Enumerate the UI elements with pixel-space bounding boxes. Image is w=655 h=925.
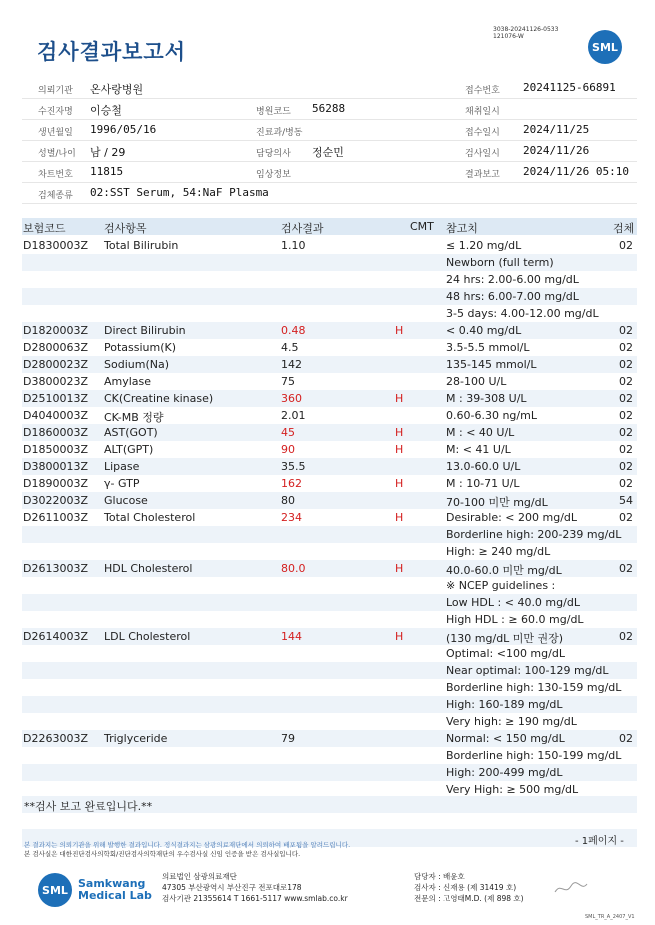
test-code: D2611003Z [23, 511, 88, 524]
test-code: D3800013Z [23, 460, 88, 473]
test-result: 35.5 [281, 460, 306, 473]
reference-range: High: ≥ 240 mg/dL [446, 545, 551, 558]
reference-range: M: < 41 U/L [446, 443, 511, 456]
reference-range: M : 10-71 U/L [446, 477, 520, 490]
table-row [22, 390, 637, 407]
table-row [22, 458, 637, 475]
test-name: AST(GOT) [104, 426, 158, 439]
reference-range: 13.0-60.0 U/L [446, 460, 521, 473]
table-row [22, 662, 637, 679]
table-row [22, 543, 637, 560]
table-row [22, 696, 637, 713]
test-code: D3800023Z [23, 375, 88, 388]
table-row [22, 747, 637, 764]
reference-range: High: 160-189 mg/dL [446, 698, 563, 711]
test-code: D2800063Z [23, 341, 88, 354]
receipt-number: 20241125-66891 [523, 81, 616, 94]
reference-range: Borderline high: 200-239 mg/dL [446, 528, 622, 541]
table-row [22, 475, 637, 492]
test-name: CK(Creatine kinase) [104, 392, 214, 405]
doctor-name: 정순민 [312, 146, 344, 159]
document-id: 3038-20241126-0533 121076-W [493, 26, 559, 40]
test-name: Potassium(K) [104, 341, 177, 354]
footer-note-2: 본 검사실은 대한진단검사의학회/진단검사의학재단의 우수검사실 신임 인증을 받은 검사실입니다. [24, 850, 301, 858]
table-row [22, 424, 637, 441]
table-row [22, 288, 637, 305]
test-name: LDL Cholesterol [104, 630, 191, 643]
signature [553, 878, 589, 898]
birth-date: 1996/05/16 [90, 123, 157, 136]
test-code: D4040003Z [23, 409, 88, 422]
info-row: 수진자명 이승철 병원코드 56288 채취일시 [22, 99, 637, 120]
chart-number: 11815 [90, 165, 124, 178]
hospital-code: 56288 [312, 102, 346, 115]
table-row [22, 237, 637, 254]
reference-range: Very High: ≥ 500 mg/dL [446, 783, 579, 796]
footer-note-1: 본 결과지는 의뢰기관을 위해 발행한 결과입니다. 정식결과지는 삼광의료재단에서 의뢰하여 배포됨을 알려드립니다. [24, 841, 351, 849]
table-row [22, 560, 637, 577]
brand-name: Samkwang Medical Lab [78, 877, 152, 902]
reference-range: M : 39-308 U/L [446, 392, 527, 405]
specimen-code: 02 [619, 239, 633, 252]
table-row [22, 730, 637, 747]
specimen-code: 02 [619, 375, 633, 388]
test-name: Direct Bilirubin [104, 324, 186, 337]
info-row: 의뢰기관 온사랑병원 접수번호 20241125-66891 [22, 78, 637, 99]
table-row [22, 713, 637, 730]
reference-range: Low HDL : < 40.0 mg/dL [446, 596, 580, 609]
reference-range: 135-145 mmol/L [446, 358, 537, 371]
specimen-code: 54 [619, 494, 633, 507]
test-name: Triglyceride [104, 732, 168, 745]
table-row [22, 407, 637, 424]
test-code: D1890003Z [23, 477, 88, 490]
table-row [22, 254, 637, 271]
reference-range: 24 hrs: 2.00-6.00 mg/dL [446, 273, 579, 286]
test-name: ALT(GPT) [104, 443, 154, 456]
table-row [22, 305, 637, 322]
reference-range: High: 200-499 mg/dL [446, 766, 563, 779]
table-row [22, 322, 637, 339]
reference-range: Normal: < 150 mg/dL [446, 732, 565, 745]
test-name: Sodium(Na) [104, 358, 169, 371]
specimen-code: 02 [619, 460, 633, 473]
reference-range: Optimal: <100 mg/dL [446, 647, 565, 660]
results-table-header: 보험코드 검사항목 검사결과 CMT 참고치 검체 [22, 218, 637, 235]
reference-range: 70-100 미만 mg/dL [446, 496, 548, 509]
specimen-code: 02 [619, 409, 633, 422]
test-date: 2024/11/26 [523, 144, 590, 157]
table-row [22, 577, 637, 594]
specimen-code: 02 [619, 732, 633, 745]
page-title: 검사결과보고서 [37, 40, 187, 64]
test-name: Lipase [104, 460, 140, 473]
reference-range: Very high: ≥ 190 mg/dL [446, 715, 577, 728]
result-flag: H [395, 511, 404, 524]
test-code: D1850003Z [23, 443, 88, 456]
result-flag: H [395, 443, 404, 456]
reference-range: ≤ 1.20 mg/dL [446, 239, 522, 252]
table-row [22, 645, 637, 662]
table-row [22, 594, 637, 611]
result-flag: H [395, 562, 404, 575]
test-code: D2510013Z [23, 392, 88, 405]
table-row [22, 271, 637, 288]
report-complete-note: **검사 보고 완료입니다.** [22, 796, 637, 813]
test-result: 79 [281, 732, 295, 745]
table-row [22, 492, 637, 509]
test-result: 144 [281, 630, 302, 643]
test-name: Total Bilirubin [104, 239, 179, 252]
reference-range: M : < 40 U/L [446, 426, 515, 439]
table-row [22, 356, 637, 373]
reference-range: Newborn (full term) [446, 256, 554, 269]
page-number: - 1페이지 - [575, 836, 624, 847]
reference-range: Near optimal: 100-129 mg/dL [446, 664, 609, 677]
test-result: 45 [281, 426, 295, 439]
test-result: 360 [281, 392, 302, 405]
specimen-code: 02 [619, 562, 633, 575]
test-result: 75 [281, 375, 295, 388]
table-row [22, 509, 637, 526]
reference-range: 28-100 U/L [446, 375, 507, 388]
staff-info: 담당자 : 배윤호 검사자 : 신재용 (제 31419 호) 전문의 : 고영태M.D. (제 898 호) [414, 872, 524, 903]
result-flag: H [395, 392, 404, 405]
table-row [22, 611, 637, 628]
test-result: 234 [281, 511, 302, 524]
result-flag: H [395, 426, 404, 439]
test-result: 2.01 [281, 409, 306, 422]
org-info: 의료법인 삼광의료재단 47305 부산광역시 부산진구 전포대로178 검사기관 21355614 T 1661-5117 www.smlab.co.kr [162, 872, 348, 903]
test-code: D1830003Z [23, 239, 88, 252]
reference-range: Borderline high: 130-159 mg/dL [446, 681, 622, 694]
receipt-date: 2024/11/25 [523, 123, 590, 136]
info-row: 검체종류 02:SST Serum, 54:NaF Plasma [22, 183, 637, 204]
patient-name: 이승철 [90, 104, 122, 117]
table-row [22, 679, 637, 696]
specimen-code: 02 [619, 511, 633, 524]
test-code: D1820003Z [23, 324, 88, 337]
test-result: 80.0 [281, 562, 306, 575]
result-flag: H [395, 324, 404, 337]
test-name: CK-MB 정량 [104, 411, 164, 424]
reference-range: (130 mg/dL 미만 권장) [446, 632, 564, 645]
specimen-code: 02 [619, 630, 633, 643]
test-code: D2800023Z [23, 358, 88, 371]
test-code: D3022003Z [23, 494, 88, 507]
test-result: 1.10 [281, 239, 306, 252]
test-name: Amylase [104, 375, 152, 388]
reference-range: High HDL : ≥ 60.0 mg/dL [446, 613, 584, 626]
test-code: D2263003Z [23, 732, 88, 745]
info-row: 성별/나이 남 / 29 담당의사 정순민 검사일시 2024/11/26 [22, 141, 637, 162]
specimen-code: 02 [619, 443, 633, 456]
table-row [22, 628, 637, 645]
test-result: 162 [281, 477, 302, 490]
reference-range: 0.60-6.30 ng/mL [446, 409, 537, 422]
sml-logo: SML [588, 30, 622, 64]
info-row: 차트번호 11815 임상정보 결과보고 2024/11/26 05:10 [22, 162, 637, 183]
test-result: 0.48 [281, 324, 306, 337]
specimen-code: 02 [619, 426, 633, 439]
test-name: Glucose [104, 494, 148, 507]
specimen-code: 02 [619, 477, 633, 490]
test-code: D2613003Z [23, 562, 88, 575]
test-name: γ- GTP [104, 477, 140, 490]
specimen-code: 02 [619, 392, 633, 405]
reference-range: ※ NCEP guidelines : [446, 579, 556, 592]
reference-range: Desirable: < 200 mg/dL [446, 511, 578, 524]
institution-value: 온사랑병원 [90, 83, 144, 96]
reference-range: 40.0-60.0 미만 mg/dL [446, 564, 562, 577]
test-result: 80 [281, 494, 295, 507]
reference-range: 3-5 days: 4.00-12.00 mg/dL [446, 307, 599, 320]
sex-age: 남 / 29 [90, 146, 126, 159]
test-result: 4.5 [281, 341, 299, 354]
report-datetime: 2024/11/26 05:10 [523, 165, 629, 178]
table-row [22, 339, 637, 356]
table-row [22, 441, 637, 458]
form-id: SML_TR_A_2407_V1 [585, 914, 635, 920]
table-row [22, 526, 637, 543]
specimen-types: 02:SST Serum, 54:NaF Plasma [90, 186, 269, 199]
specimen-code: 02 [619, 341, 633, 354]
test-code: D2614003Z [23, 630, 88, 643]
test-result: 142 [281, 358, 302, 371]
test-result: 90 [281, 443, 295, 456]
sml-footer-logo: SML [38, 873, 72, 907]
reference-range: 48 hrs: 6.00-7.00 mg/dL [446, 290, 579, 303]
reference-range: 3.5-5.5 mmol/L [446, 341, 530, 354]
info-row: 생년월일 1996/05/16 진료과/병동 접수일시 2024/11/25 [22, 120, 637, 141]
result-flag: H [395, 630, 404, 643]
specimen-code: 02 [619, 324, 633, 337]
test-name: HDL Cholesterol [104, 562, 193, 575]
test-code: D1860003Z [23, 426, 88, 439]
table-row [22, 764, 637, 781]
table-row [22, 373, 637, 390]
reference-range: Borderline high: 150-199 mg/dL [446, 749, 622, 762]
specimen-code: 02 [619, 358, 633, 371]
reference-range: < 0.40 mg/dL [446, 324, 522, 337]
result-flag: H [395, 477, 404, 490]
test-name: Total Cholesterol [104, 511, 196, 524]
